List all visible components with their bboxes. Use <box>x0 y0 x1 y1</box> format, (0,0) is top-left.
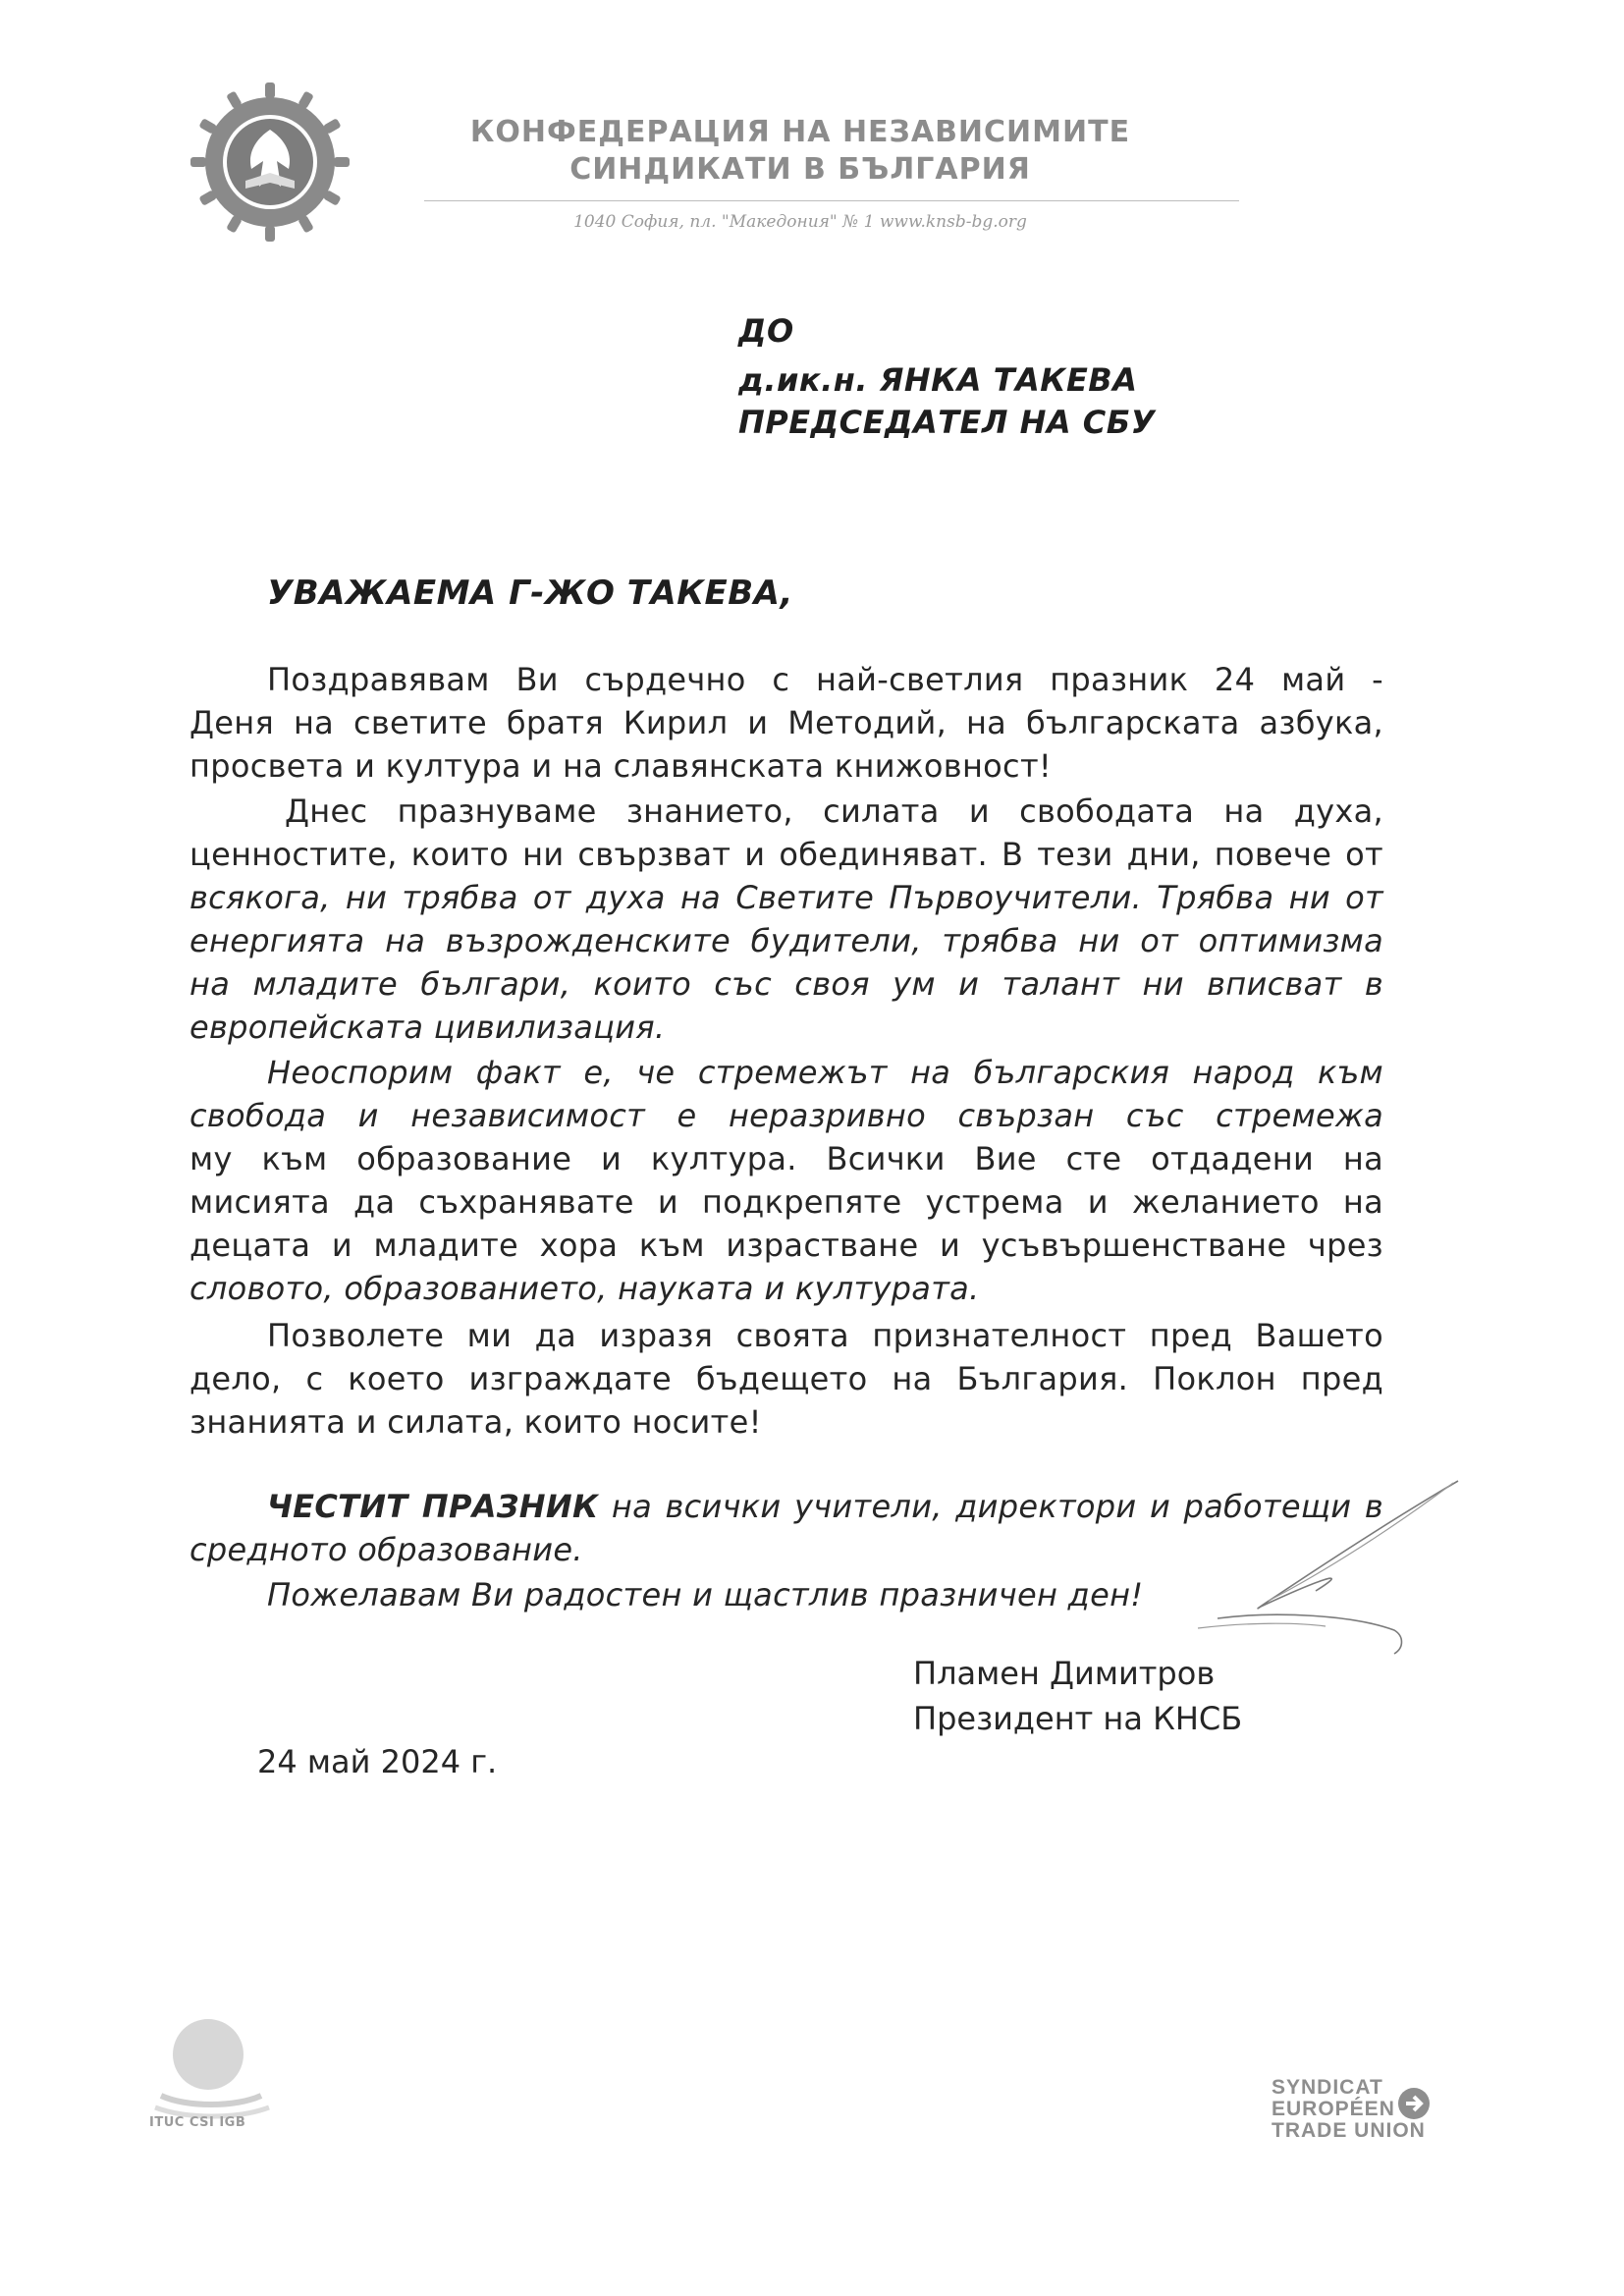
recipient-name: д.ик.н. ЯНКА ТАКЕВА <box>738 361 1138 399</box>
etuc-line-2: EUROPÉEN <box>1272 2098 1395 2120</box>
organization-name-line2: СИНДИКАТИ В БЪЛГАРИЯ <box>569 152 1031 187</box>
body-line: енергията на възрожденските будители, трябва ни от оптимизма <box>189 922 1383 959</box>
signer-title: Президент на КНСБ <box>913 1700 1243 1737</box>
body-line: на младите българи, които със своя ум и талант ни вписват в <box>189 965 1383 1003</box>
body-line: Деня на светите братя Кирил и Методий, на българската азбука, <box>189 704 1383 741</box>
etuc-line-1: SYNDICAT <box>1272 2076 1383 2099</box>
letter-date: 24 май 2024 г. <box>257 1743 498 1780</box>
ituc-label: ITUC CSI IGB <box>149 2115 246 2130</box>
handwritten-signature-icon <box>1159 1473 1492 1679</box>
greeting-line-2: средното образование. <box>189 1531 583 1568</box>
recipient-position: ПРЕДСЕДАТЕЛ НА СБУ <box>738 404 1156 441</box>
body-line: дело, с което изграждате бъдещето на България. Поклон пред <box>189 1360 1383 1397</box>
body-line: ценностите, които ни свързват и обединяват. В тези дни, повече от <box>189 836 1383 873</box>
body-line: Поздравявам Ви сърдечно с най-светлия празник 24 май - <box>267 661 1383 698</box>
recipient-to: ДО <box>738 312 794 350</box>
body-line: децата и младите хора към израстване и усъвършенстване чрез <box>189 1227 1383 1264</box>
body-line: свобода и независимост е неразривно свързан със стремежа <box>189 1097 1383 1134</box>
etuc-arrow-icon <box>1394 2084 1434 2123</box>
organization-name <box>393 114 1208 189</box>
organization-name-line1: КОНФЕДЕРАЦИЯ НА НЕЗАВИСИМИТЕ <box>469 115 1131 149</box>
body-line: просвета и култура и на славянската книжовност! <box>189 747 1053 785</box>
body-line: му към образование и култура. Всички Вие сте отдадени на <box>189 1140 1383 1177</box>
body-line: знанията и силата, които носите! <box>189 1403 762 1441</box>
etuc-line-3: TRADE UNION <box>1272 2119 1426 2142</box>
wish-line: Пожелавам Ви радостен и щастлив празничен ден! <box>267 1576 1144 1613</box>
body-line: мисията да съхранявате и подкрепяте устрема и желанието на <box>189 1183 1383 1221</box>
body-line: Позволете ми да изразя своята признателност пред Вашето <box>267 1317 1383 1354</box>
signer-name: Пламен Димитров <box>913 1655 1216 1692</box>
salutation: УВАЖАЕМА Г-ЖО ТАКЕВА, <box>267 574 793 613</box>
body-line: европейската цивилизация. <box>189 1009 666 1046</box>
body-line: Неоспорим факт е, че стремежът на българския народ към <box>267 1054 1383 1091</box>
greeting-bold: ЧЕСТИТ ПРАЗНИК <box>267 1488 599 1525</box>
body-line: Днес празнуваме знанието, силата и свободата на духа, <box>285 793 1383 830</box>
body-line: всякога, ни трябва от духа на Светите Първоучители. Трябва ни от <box>189 879 1383 916</box>
organization-address: 1040 София, пл. "Македония" № 1 www.knsb-bg.org <box>573 212 1027 232</box>
greeting-rest: на всички учители, директори и работещи в <box>598 1488 1383 1525</box>
knsb-logo-icon <box>187 79 353 246</box>
body-line: словото, образованието, науката и културата. <box>189 1270 980 1307</box>
header-divider <box>424 200 1239 201</box>
